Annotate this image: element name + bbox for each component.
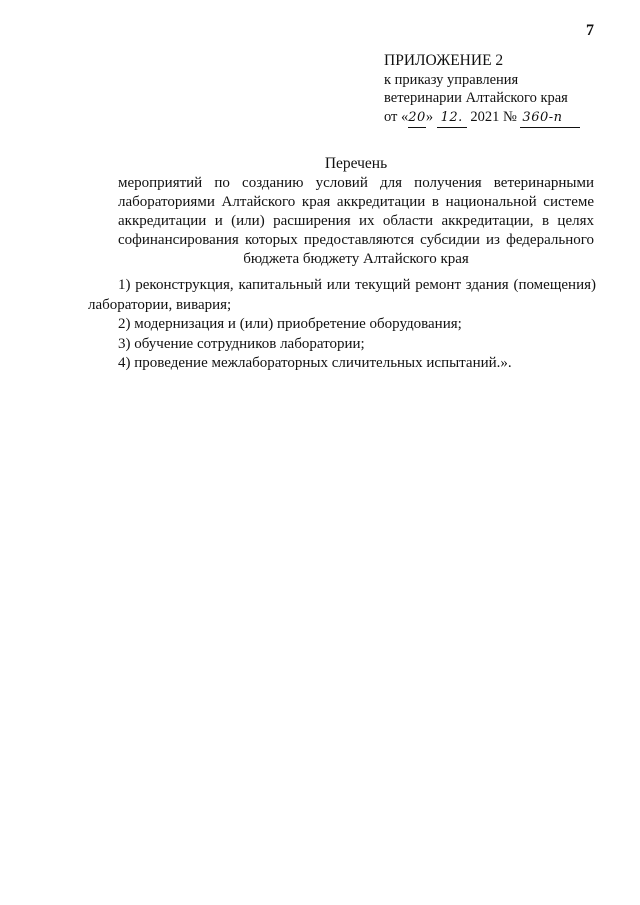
page-number: 7: [586, 22, 594, 39]
list-item: 2) модернизация и (или) приобретение оборудования;: [118, 316, 462, 332]
list-item: 1) реконструкция, капитальный или текущий ремонт здания (помещения) лаборатории, вивария;: [88, 277, 596, 313]
date-prefix: от «: [384, 108, 409, 125]
measures-list: [88, 276, 596, 374]
appendix-date-line: [384, 108, 580, 129]
appendix-block: [384, 52, 580, 128]
list-item: 3) обучение сотрудников лаборатории;: [118, 335, 365, 352]
handwritten-day: 20: [408, 109, 426, 129]
year-and-number-sign: 2021 №: [470, 108, 517, 125]
list-item: 4) проведение межлабораторных сличительных испытаний.».: [118, 355, 512, 371]
heading-title: Перечень: [324, 155, 388, 172]
appendix-line-order: к приказу управления: [384, 71, 519, 88]
list-heading: [118, 154, 594, 269]
handwritten-order-number: 360-п: [520, 109, 580, 129]
date-mid: »: [425, 108, 434, 125]
handwritten-month: 12.: [437, 109, 467, 129]
appendix-line-department: ветеринарии Алтайского края: [384, 90, 568, 106]
appendix-title: ПРИЛОЖЕНИЕ 2: [384, 52, 504, 69]
heading-body: мероприятий по созданию условий для получения ветеринарными лабораториями Алтайского края аккредитации в национальной системе аккредитации и (или) расширения их области аккредитации, в целях софинансирования которых предоставляются субсидии из федерального бюджета бюджету Алтайского края: [118, 174, 594, 267]
